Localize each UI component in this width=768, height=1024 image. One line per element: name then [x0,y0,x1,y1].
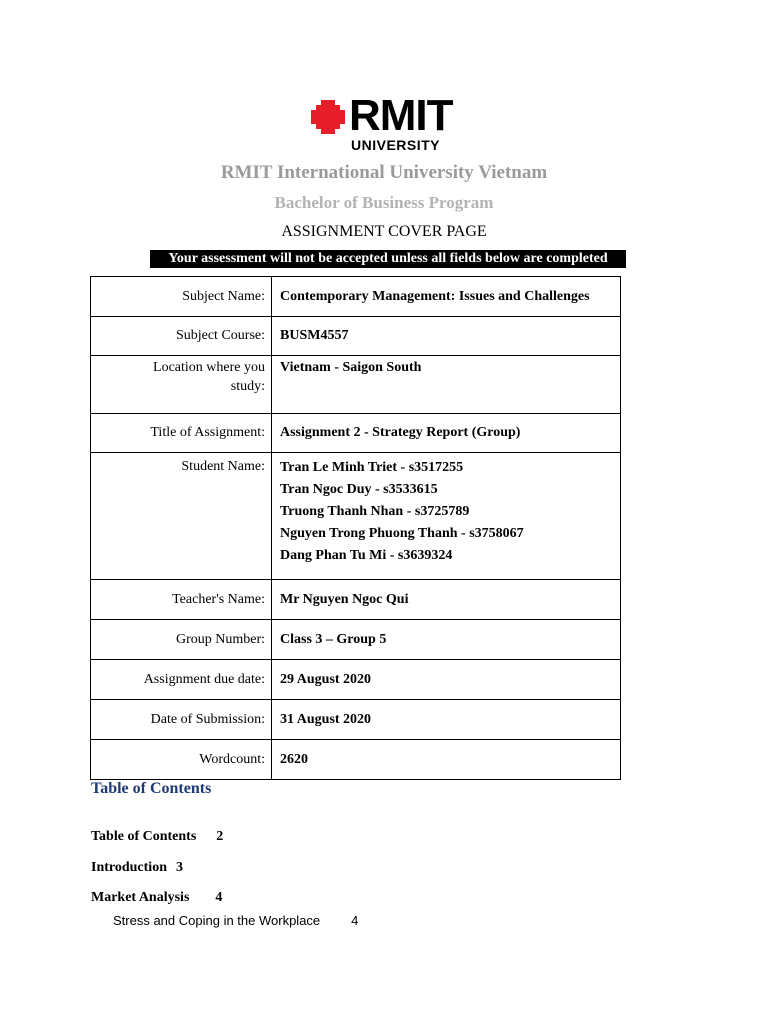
student-name: Nguyen Trong Phuong Thanh - s3758067 [280,526,524,541]
toc-entry[interactable] [91,890,222,906]
teacher-label: Teacher's Name: [91,580,272,620]
wordcount-value: 2620 [272,740,621,780]
location-label [91,356,272,414]
toc-subentry[interactable] [113,913,358,928]
due-date-row [91,660,621,700]
subject-course-row [91,317,621,356]
due-date-value: 29 August 2020 [272,660,621,700]
toc-heading: Table of Contents [91,780,212,797]
student-name: Dang Phan Tu Mi - s3639324 [280,548,453,563]
teacher-row [91,580,621,620]
subject-course-value: BUSM4557 [272,317,621,356]
wordcount-row [91,740,621,780]
group-value: Class 3 – Group 5 [272,620,621,660]
student-name-list [272,453,621,580]
rmit-logo [311,91,461,156]
student-name: Truong Thanh Nhan - s3725789 [280,504,470,519]
due-date-label: Assignment due date: [91,660,272,700]
title-row [91,414,621,453]
student-name-label: Student Name: [91,453,272,580]
submission-date-label: Date of Submission: [91,700,272,740]
toc-entry-title: Table of Contents [91,829,197,844]
submission-date-value: 31 August 2020 [272,700,621,740]
toc-entry[interactable] [91,829,223,845]
location-label-line1: Location where you [153,360,265,375]
location-label-line2: study: [230,379,265,394]
subject-name-row [91,277,621,317]
toc-entry-page: 4 [215,890,223,905]
toc-entry-page: 3 [175,860,183,875]
location-row [91,356,621,414]
student-name: Tran Le Minh Triet - s3517255 [280,460,464,475]
cover-info-table [90,276,621,780]
rmit-pixel-icon [311,100,345,134]
subject-course-label: Subject Course: [91,317,272,356]
university-name: RMIT International University Vietnam [220,162,548,183]
logo-subtext: UNIVERSITY [351,137,441,153]
subject-name-label: Subject Name: [91,277,272,317]
cover-page-title: ASSIGNMENT COVER PAGE [281,223,487,240]
subject-name-value: Contemporary Management: Issues and Challenges [272,277,621,317]
student-row [91,453,621,580]
program-name: Bachelor of Business Program [274,193,494,212]
teacher-value: Mr Nguyen Ngoc Qui [272,580,621,620]
group-row [91,620,621,660]
completion-warning: Your assessment will not be accepted unless all fields below are completed [150,250,626,268]
title-label: Title of Assignment: [91,414,272,453]
group-label: Group Number: [91,620,272,660]
location-value: Vietnam - Saigon South [272,356,621,414]
logo-wordmark: RMIT [349,91,453,140]
submission-date-row [91,700,621,740]
toc-entry-page: 4 [351,913,359,928]
toc-entry-title: Introduction [91,860,167,875]
toc-entry-title: Stress and Coping in the Workplace [113,913,321,928]
wordcount-label: Wordcount: [91,740,272,780]
toc-entry-page: 2 [216,829,224,844]
student-name: Tran Ngoc Duy - s3533615 [280,482,438,497]
toc-entry[interactable] [91,860,183,876]
title-value: Assignment 2 - Strategy Report (Group) [272,414,621,453]
toc-entry-title: Market Analysis [91,890,190,905]
